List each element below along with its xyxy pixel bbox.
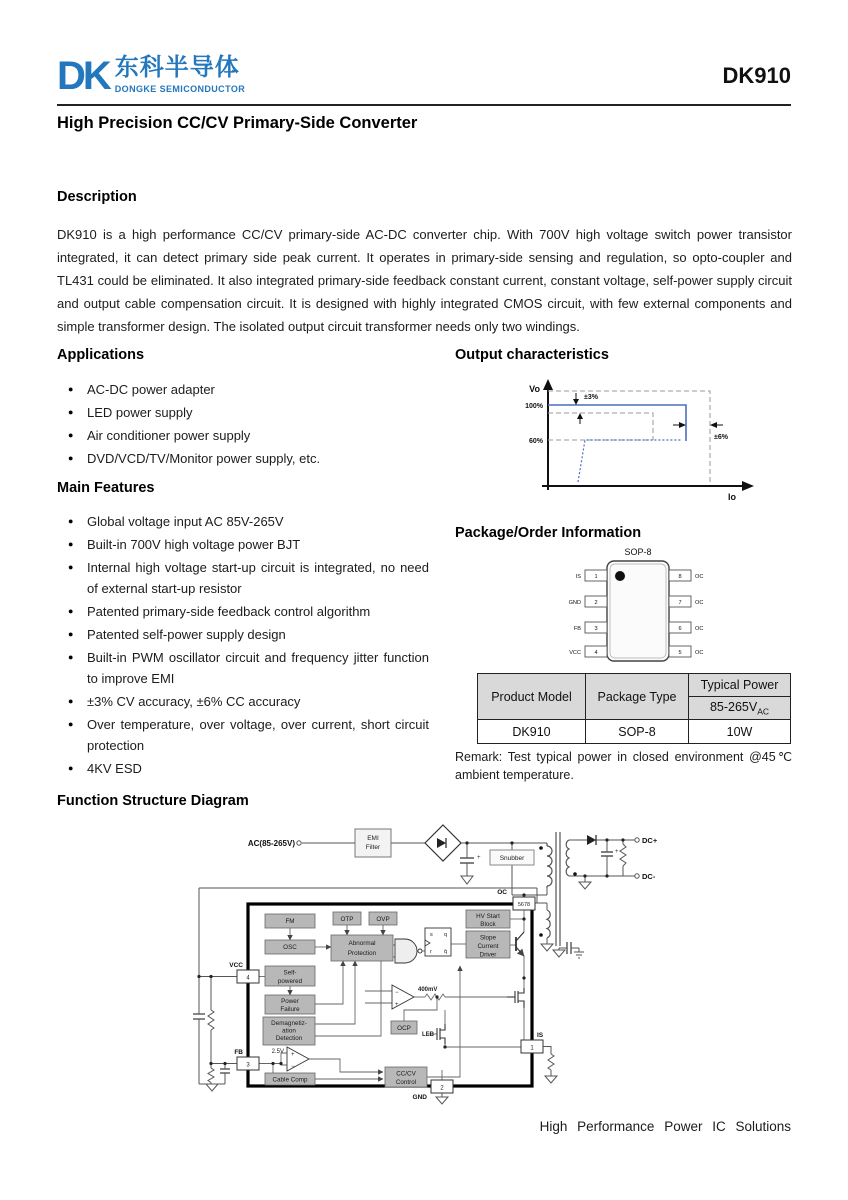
svg-text:3: 3 xyxy=(246,1062,250,1069)
list-item: ● Patented self-power supply design xyxy=(57,624,429,645)
svg-text:1: 1 xyxy=(594,574,598,580)
svg-text:6: 6 xyxy=(678,626,682,632)
comparator-400mv xyxy=(392,985,437,1009)
list-item: ● 4KV ESD xyxy=(57,758,429,779)
svg-text:2.5V: 2.5V xyxy=(271,1049,284,1055)
inner-tolerance-line xyxy=(548,413,653,440)
svg-text:2: 2 xyxy=(440,1085,444,1092)
svg-text:5678: 5678 xyxy=(517,902,531,908)
bullet-icon: ● xyxy=(68,719,74,729)
svg-text:Snubber: Snubber xyxy=(499,855,525,862)
svg-text:IS: IS xyxy=(575,574,581,580)
package-right-pins xyxy=(669,570,703,657)
svg-text:OC: OC xyxy=(695,600,704,606)
svg-text:Driver: Driver xyxy=(479,951,497,959)
svg-text:EMI: EMI xyxy=(367,835,379,842)
ac-input-label: AC(85-265V) xyxy=(247,839,295,848)
leb-mosfet-icon xyxy=(437,1024,445,1044)
winding-dot-icon xyxy=(539,846,543,850)
svg-text:powered: powered xyxy=(277,978,303,985)
svg-text:2: 2 xyxy=(594,600,598,606)
bullet-icon: ● xyxy=(68,407,74,417)
is-pin-label: IS xyxy=(537,1032,544,1039)
oc-pin-label: OC xyxy=(497,889,507,896)
svg-text:Protection: Protection xyxy=(347,950,377,957)
svg-text:4: 4 xyxy=(594,650,598,656)
svg-text:Demagnetiz-: Demagnetiz- xyxy=(271,1020,307,1027)
otp-block xyxy=(333,912,361,925)
hv-start-block xyxy=(466,910,510,928)
svg-text:1: 1 xyxy=(530,1045,534,1052)
vcc-pin-label: VCC xyxy=(229,962,243,969)
svg-text:HV Start: HV Start xyxy=(476,913,500,920)
list-item: ● Internal high voltage start-up circuit is integrated, no need of external start-up resistor xyxy=(57,557,429,599)
bullet-icon: ● xyxy=(68,763,74,773)
svg-text:400mV: 400mV xyxy=(418,987,438,993)
svg-text:Control: Control xyxy=(395,1079,417,1086)
leb-label: LEB xyxy=(422,1032,434,1038)
svg-text:CC/CV: CC/CV xyxy=(396,1070,416,1078)
emi-filter-block xyxy=(355,829,391,857)
self-powered-block xyxy=(265,966,315,986)
list-item: ● DVD/VCD/TV/Monitor power supply, etc. xyxy=(57,448,445,469)
svg-text:−: − xyxy=(291,1064,295,1070)
svg-text:3: 3 xyxy=(594,626,598,632)
pin1-dot-icon xyxy=(615,571,625,581)
table-header-product-model: Product Model xyxy=(478,674,586,720)
list-item: ● Patented primary-side feedback control algorithm xyxy=(57,601,429,622)
table-cell-package: SOP-8 xyxy=(586,720,689,744)
output-diode-icon xyxy=(587,835,596,845)
y-axis-label: Vo xyxy=(529,384,540,394)
fb-pin-label: FB xyxy=(234,1049,243,1056)
svg-text:OVP: OVP xyxy=(376,916,390,923)
description-heading: Description xyxy=(57,189,137,205)
table-header-typical-power: Typical Power xyxy=(689,674,791,697)
gnd-pin xyxy=(431,1080,453,1093)
dc-plus-terminal-icon xyxy=(635,838,639,842)
svg-text:Self-: Self- xyxy=(283,969,297,977)
svg-text:VCC: VCC xyxy=(569,650,581,656)
logo-text-block xyxy=(115,54,245,94)
list-item: ● AC-DC power adapter xyxy=(57,379,445,400)
list-item: ● LED power supply xyxy=(57,402,445,423)
is-pin xyxy=(521,1040,543,1053)
list-item: ● Built-in 700V high voltage power BJT xyxy=(57,534,429,555)
slope-current-driver-block xyxy=(466,931,510,959)
svg-text:r: r xyxy=(430,949,432,955)
sense-mosfet-icon xyxy=(507,988,524,1008)
power-failure-block xyxy=(265,995,315,1014)
svg-text:ation: ation xyxy=(282,1027,296,1035)
winding-dot-icon xyxy=(539,933,543,937)
package-name-label: SOP-8 xyxy=(624,547,652,557)
cc-tolerance-label: ±6% xyxy=(714,434,728,441)
bullet-icon: ● xyxy=(68,652,74,662)
applications-list xyxy=(57,379,445,471)
cable-comp-block xyxy=(265,1073,315,1085)
svg-text:FB: FB xyxy=(573,626,581,632)
page-title: High Precision CC/CV Primary-Side Converter xyxy=(57,114,418,132)
output-characteristics-heading: Output characteristics xyxy=(455,347,609,363)
function-structure-diagram xyxy=(185,818,797,1114)
svg-text:OSC: OSC xyxy=(283,944,297,951)
svg-text:Abnormal: Abnormal xyxy=(348,940,376,947)
svg-text:7: 7 xyxy=(678,600,682,606)
sr-latch xyxy=(425,928,451,956)
osc-block xyxy=(265,940,315,954)
y-tick-60: 60% xyxy=(528,438,543,445)
dc-plus-label: DC+ xyxy=(642,836,658,845)
order-info-table xyxy=(477,673,791,744)
power-bjt-icon xyxy=(516,932,524,956)
svg-text:+: + xyxy=(395,1002,399,1008)
svg-text:OCP: OCP xyxy=(397,1025,411,1032)
circuit-wires xyxy=(199,840,637,977)
vcc-pin xyxy=(237,970,259,983)
transformer-icon xyxy=(547,832,569,946)
sop8-package-diagram xyxy=(560,546,716,670)
bullet-icon: ● xyxy=(68,516,74,526)
svg-text:Current: Current xyxy=(477,943,499,950)
table-cell-power: 10W xyxy=(689,720,791,744)
list-item: ● Over temperature, over voltage, over current, short circuit protection xyxy=(57,714,429,756)
oc-pin xyxy=(513,897,535,910)
header-divider xyxy=(57,104,791,106)
svg-text:q̄: q̄ xyxy=(443,949,447,955)
package-left-pins xyxy=(569,570,607,657)
y-tick-100: 100% xyxy=(525,403,543,410)
svg-text:Detection: Detection xyxy=(275,1035,303,1042)
svg-text:5: 5 xyxy=(678,650,682,656)
abnormal-protection-block xyxy=(331,935,393,961)
bullet-icon: ● xyxy=(68,629,74,639)
bridge-rectifier-icon xyxy=(425,825,461,861)
cc-curve xyxy=(578,440,681,482)
table-subheader-voltage: $85-265V_{AC}$ xyxy=(689,697,791,720)
list-item: ● ±3% CV accuracy, ±6% CC accuracy xyxy=(57,691,429,712)
ac-terminal-icon xyxy=(297,841,301,845)
svg-text:OC: OC xyxy=(695,650,704,656)
snubber-block xyxy=(490,850,534,865)
function-structure-heading: Function Structure Diagram xyxy=(57,793,249,809)
cap-plus-sign: + xyxy=(477,855,481,861)
output-characteristics-chart xyxy=(488,378,778,506)
bullet-icon: ● xyxy=(68,384,74,394)
cv-tolerance-label: ±3% xyxy=(584,394,598,401)
fb-pin xyxy=(237,1057,259,1070)
svg-text:OC: OC xyxy=(695,626,704,632)
cv-curve xyxy=(548,405,686,441)
x-axis-label: Io xyxy=(728,492,736,502)
svg-text:OC: OC xyxy=(695,574,704,580)
list-item: ● Built-in PWM oscillator circuit and frequency jitter function to improve EMI xyxy=(57,647,429,689)
bullet-icon: ● xyxy=(68,430,74,440)
svg-text:+: + xyxy=(291,1052,295,1058)
svg-text:4: 4 xyxy=(246,975,250,982)
bullet-icon: ● xyxy=(68,562,74,572)
comparator-2v5 xyxy=(272,1047,309,1071)
bullet-icon: ● xyxy=(68,606,74,616)
part-number: DK910 xyxy=(722,63,791,88)
svg-text:Filter: Filter xyxy=(365,844,381,851)
svg-text:Failure: Failure xyxy=(280,1006,300,1013)
list-item: ● Global voltage input AC 85V-265V xyxy=(57,511,429,532)
svg-text:Block: Block xyxy=(480,921,496,928)
table-header-package-type: Package Type xyxy=(586,674,689,720)
dc-minus-terminal-icon xyxy=(635,874,639,878)
cap-plus-sign: + xyxy=(615,849,619,855)
svg-text:GND: GND xyxy=(568,600,581,606)
x-axis-arrow-icon xyxy=(742,481,754,491)
svg-text:−: − xyxy=(395,990,399,996)
main-features-heading: Main Features xyxy=(57,480,155,496)
list-item: ● Air conditioner power supply xyxy=(57,425,445,446)
svg-text:Power: Power xyxy=(281,998,299,1005)
bullet-icon: ● xyxy=(68,539,74,549)
logo-chinese-name: 东科半导体 xyxy=(114,54,240,81)
footer-slogan: High Performance Power IC Solutions xyxy=(539,1119,791,1134)
bullet-icon: ● xyxy=(68,696,74,706)
svg-text:OTP: OTP xyxy=(340,916,354,923)
y-axis-arrow-icon xyxy=(543,379,553,390)
winding-dot-icon xyxy=(573,872,577,876)
dc-minus-label: DC- xyxy=(642,872,656,881)
applications-heading: Applications xyxy=(57,347,145,363)
gnd-pin-label: GND xyxy=(412,1094,427,1101)
company-logo xyxy=(57,54,245,98)
cccv-control-block xyxy=(385,1067,427,1087)
svg-text:FM: FM xyxy=(285,918,295,925)
logo-dk-icon: DK xyxy=(57,54,109,98)
main-features-list xyxy=(57,511,429,781)
ovp-block xyxy=(369,912,397,925)
svg-text:Slope: Slope xyxy=(479,934,497,942)
demagnetization-detection-block xyxy=(263,1017,315,1045)
bullet-icon: ● xyxy=(68,453,74,463)
svg-text:q: q xyxy=(443,932,447,938)
svg-text:Cable Comp: Cable Comp xyxy=(272,1076,308,1084)
description-body: DK910 is a high performance CC/CV primary-side AC-DC converter chip. With 700V high voltage switch power transistor integrated, it can detect primary side peak current. It operates in primary-side sensing and regulation, so opto-coupler and TL431 could be eliminated. It also integrated primary-side feedback constant current, constant voltage, self-power supply circuit and output cable compensation circuit. It is designed with highly integrated CMOS circuit, with few external components and simple transformer design. The isolated output circuit transformer needs only two windings. xyxy=(57,227,792,334)
table-remark: Remark: Test typical power in closed environment @45℃ ambient temperature. xyxy=(455,750,792,782)
package-info-heading: Package/Order Information xyxy=(455,525,642,541)
fm-block xyxy=(265,914,315,928)
table-cell-model: DK910 xyxy=(478,720,586,744)
nand-gate-icon xyxy=(395,939,422,963)
subscript-ac: AC xyxy=(757,706,770,717)
logo-english-name: DONGKE SEMICONDUCTOR xyxy=(114,84,246,94)
svg-text:8: 8 xyxy=(678,574,682,580)
ocp-block xyxy=(391,1021,417,1034)
svg-text:s: s xyxy=(430,932,433,938)
